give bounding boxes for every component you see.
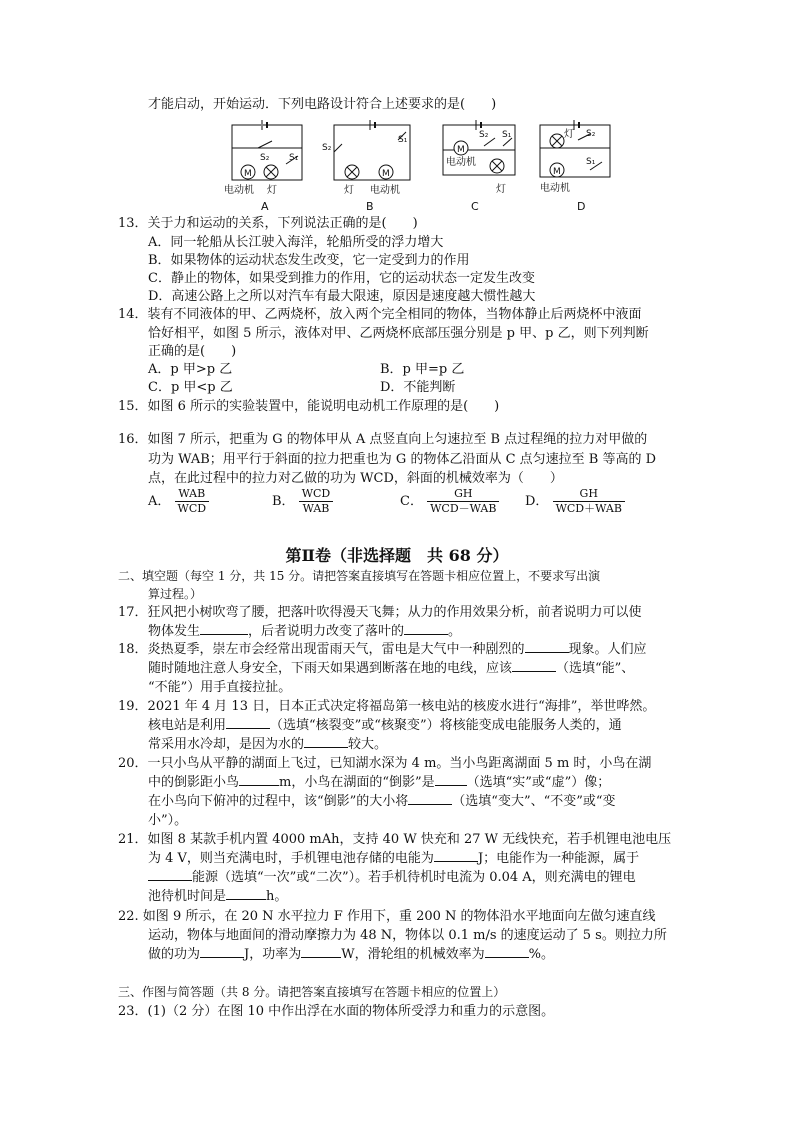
circuit-b-diagram	[334, 120, 410, 180]
q21-blank-2	[148, 868, 192, 881]
q19-blank-1	[226, 716, 270, 729]
option-d-letter: D	[577, 200, 586, 213]
q16-line1: 16．如图 7 所示，把重为 G 的物体甲从 A 点竖直向上匀速拉至 B 点过程绳的拉力对甲做的	[118, 432, 648, 447]
circuit-c-s1-label: S₁	[502, 130, 512, 140]
circuit-b-motor-label: 电动机	[370, 185, 400, 196]
q18-line1: 18．炎热夏季，崇左市会经常出现雷雨天气，雷电是大气中一种剧烈的 现象。人们应	[118, 642, 647, 657]
circuit-b-motor-symbol: M	[382, 169, 390, 179]
q14-line2: 恰好相平，如图 5 所示，液体对甲、乙两烧杯底部压强分别是 p 甲、p 乙，则下列判断	[148, 326, 649, 341]
q22-blank-1	[200, 945, 244, 958]
q18-blank-2	[512, 659, 556, 672]
q16-option-d: D． $\frac{GH}{\text{WCD＋WAB}}$	[525, 487, 625, 516]
q13-option-b: B．如果物体的运动状态发生改变，它一定受到力的作用	[148, 253, 470, 268]
q17-blank-1	[200, 622, 248, 635]
option-b-letter: B	[366, 200, 374, 213]
q13-stem: 13．关于力和运动的关系，下列说法正确的是( )	[118, 216, 418, 231]
q18-blank-1	[525, 640, 569, 653]
q19-line1: 19．2021 年 4 月 13 日，日本正式决定将福岛第一核电站的核废水进行“海排”，举世哗然。	[118, 699, 656, 714]
circuit-b-s1-label: S₁	[398, 135, 408, 145]
q22-blank-3	[485, 945, 529, 958]
circuit-c-s2-label: S₂	[479, 130, 489, 140]
q22-line2: 运动，物体与地面间的滑动摩擦力为 48 N，物体以 0.1 m/s 的速度运动了 5 s。则拉力所	[148, 928, 667, 943]
q16-option-b: B． $\frac{\text{WCD}}{\text{WAB}}$	[272, 487, 333, 516]
q17-blank-2	[404, 622, 448, 635]
circuit-a-s2-label: S₂	[260, 153, 270, 163]
q22-blank-2	[301, 945, 341, 958]
q14-option-b: B．p 甲=p 乙	[380, 362, 465, 377]
q19-blank-2	[304, 735, 348, 748]
section2-line2: 算过程。）	[148, 587, 203, 601]
circuit-diagrams	[0, 115, 794, 225]
circuit-c-motor-label: 电动机	[446, 157, 476, 168]
circuit-d-s2-label: S₂	[586, 129, 596, 139]
q19-line3: 常采用水冷却，是因为水的 较大。	[148, 737, 388, 752]
q21-blank-1	[434, 849, 478, 862]
circuit-d-motor-symbol: M	[553, 167, 561, 177]
q16-option-a: A． $\frac{\text{WAB}}{\text{WCD}}$	[148, 487, 209, 516]
q13-option-a: A．同一轮船从长江驶入海洋，轮船所受的浮力增大	[148, 235, 444, 250]
q14-line3: 正确的是( )	[148, 344, 237, 359]
q15-stem: 15．如图 6 所示的实验装置中，能说明电动机工作原理的是( )	[118, 399, 500, 414]
q18-line3: “不能”）用手直接拉扯。	[148, 680, 292, 695]
section2-line1: 二、填空题（每空 1 分，共 15 分。请把答案直接填写在答题卡相应位置上，不要求写出演	[118, 569, 601, 583]
circuit-c-motor-symbol: M	[457, 145, 465, 155]
q21-line4: 池待机时间是 h。	[148, 889, 288, 904]
circuit-d-motor-label: 电动机	[540, 183, 570, 194]
q21-line1: 21．如图 8 某款手机内置 4000 mAh，支持 40 W 快充和 27 W 无线快充，若手机锂电池电压	[118, 832, 672, 847]
q23-stem: 23．(1)（2 分）在图 10 中作出浮在水面的物体所受浮力和重力的示意图。	[118, 1004, 555, 1019]
q20-line1: 20．一只小鸟从平静的湖面上飞过，已知湖水深为 4 m。当小鸟距离湖面 5 m 时，小鸟在湖	[118, 756, 652, 771]
q14-line1: 14．装有不同液体的甲、乙两烧杯，放入两个完全相同的物体，当物体静止后两烧杯中液面	[118, 307, 642, 322]
q14-option-a: A．p 甲>p 乙	[148, 362, 233, 377]
part2-title: 第Ⅱ卷（非选择题 共 68 分）	[285, 546, 509, 565]
q21-blank-3	[226, 887, 266, 900]
circuit-a-s1-label: S₁	[289, 153, 299, 163]
q17-line2: 物体发生 ，后者说明力改变了落叶的 。	[148, 624, 462, 639]
q20-blank-1	[239, 773, 279, 786]
q13-option-c: C．静止的物体，如果受到推力的作用，它的运动状态一定发生改变	[148, 271, 535, 286]
q21-line2: 为 4 V，则当充满电时，手机锂电池存储的电能为 J；电能作为一种能源，属于	[148, 851, 640, 866]
q16-option-c: C． $\frac{GH}{\text{WCD－WAB}}$	[400, 487, 499, 516]
q21-line3: 能源（选填“一次”或“二次”）。若手机待机时电流为 0.04 A，则充满电的锂电	[148, 868, 636, 887]
q20-blank-3	[408, 792, 452, 805]
circuit-d-lamp-label: 灯	[564, 129, 574, 140]
q16-line3: 点，在此过程中的拉力对乙做的功为 WCD，斜面的机械效率为（ ）	[148, 471, 563, 486]
circuit-a-motor-label: 电动机	[224, 185, 254, 196]
q13-option-d: D．高速公路上之所以对汽车有最大限速，原因是速度越大惯性越大	[148, 289, 536, 304]
circuit-a-motor-symbol: M	[244, 169, 252, 179]
circuit-c-lamp-label: 灯	[496, 184, 506, 195]
q12-text: 才能启动，开始运动．下列电路设计符合上述要求的是( )	[148, 97, 497, 112]
circuit-a-lamp-label: 灯	[267, 185, 277, 196]
circuit-b-s2-label: S₂	[322, 143, 332, 153]
q14-option-c: C．p 甲<p 乙	[148, 380, 233, 395]
q20-line2: 中的倒影距小鸟 m，小鸟在湖面的“倒影”是 （选填“实”或“虚”）像；	[148, 775, 611, 790]
q17-line1: 17．狂风把小树吹弯了腰，把落叶吹得漫天飞舞；从力的作用效果分析，前者说明力可以使	[118, 605, 642, 620]
option-c-letter: C	[471, 200, 479, 213]
section3-title: 三、作图与简答题（共 8 分。请把答案直接填写在答题卡相应的位置上）	[118, 985, 506, 999]
q20-line4: 小”）。	[148, 813, 188, 828]
circuit-d-diagram	[540, 120, 610, 177]
option-a-letter: A	[261, 200, 269, 213]
q22-line3: 做的功为 J，功率为 W，滑轮组的机械效率为 %。	[148, 947, 554, 962]
q20-line3: 在小鸟向下俯冲的过程中，该“倒影”的大小将 （选填“变大”、“不变”或“变	[148, 794, 616, 809]
q14-option-d: D．不能判断	[380, 380, 456, 395]
circuit-b-lamp-label: 灯	[344, 185, 354, 196]
circuit-d-s1-label: S₁	[586, 157, 596, 167]
q22-line1: 22. 如图 9 所示，在 20 N 水平拉力 F 作用下，重 200 N 的物体沿水平地面向左做匀速直线	[118, 909, 656, 924]
q19-line2: 核电站是利用 （选填“核裂变”或“核聚变”）将核能变成电能服务人类的，通	[148, 718, 622, 733]
q16-line2: 功为 WAB；用平行于斜面的拉力把重也为 G 的物体乙沿面从 C 点匀速拉至 B 等高的 D	[148, 452, 657, 467]
circuit-a-diagram	[232, 120, 302, 180]
q20-blank-2	[435, 773, 467, 786]
q18-line2: 随时随地注意人身安全，下雨天如果遇到断落在地的电线，应该 （选填“能”、	[148, 661, 635, 676]
